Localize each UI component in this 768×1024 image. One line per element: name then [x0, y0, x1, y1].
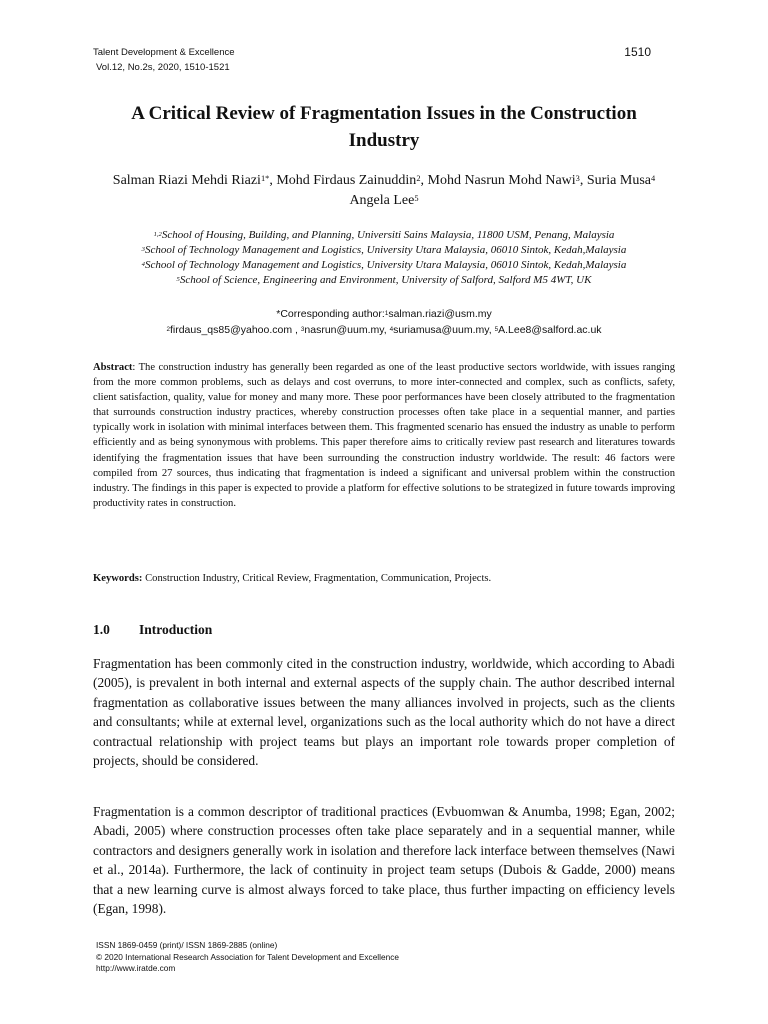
email-address[interactable]: nasrun@uum.my	[304, 324, 384, 336]
author-sup: 5	[414, 194, 419, 204]
author-sup: 2	[416, 174, 421, 184]
affiliation-line	[96, 258, 672, 273]
affiliation-text: School of Technology Management and Logistics, University Utara Malaysia, 06010 Sintok, Kedah,Malaysia	[144, 259, 627, 271]
section-title: Introduction	[139, 622, 213, 637]
corresponding-author-email[interactable]: salman.riazi@usm.my	[388, 308, 492, 320]
email-address[interactable]: suriamusa@uum.my	[393, 324, 489, 336]
author-sup: 4	[651, 174, 656, 184]
affiliation-line	[96, 273, 672, 288]
email-sup: 5	[494, 325, 499, 333]
affiliation-line	[96, 243, 672, 258]
affiliation-text: School of Science, Engineering and Environment, University of Salford, Salford M5 4WT, UK	[179, 274, 592, 286]
page-number: 1510	[624, 45, 651, 59]
abstract	[93, 360, 675, 511]
body-paragraph-2: Fragmentation is a common descriptor of traditional practices (Evbuomwan & Anumba, 1998; Egan, 2002; Abadi, 2005) where construction processes often take place separately and in a sequential manner, while contractors and designers generally work in isolation and therefore lack interface between themselves (Nawi et al., 2014a). Furthermore, the lack of continuity in project team setups (Dubois & Gadde, 2000) means that a new learning curve is almost always forced to take place, thus further impacting on efficiency levels (Egan, 1998).	[93, 804, 675, 917]
journal-name: Talent Development & Excellence	[93, 47, 235, 58]
author-name: Angela Lee	[349, 193, 415, 208]
affiliation-list	[96, 228, 672, 288]
affiliation-text: School of Technology Management and Logistics, University Utara Malaysia, 06010 Sintok, Kedah,Malaysia	[144, 244, 627, 256]
paper-title: A Critical Review of Fragmentation Issues in the Construction Industry	[131, 103, 637, 151]
author-separator: ,	[420, 173, 428, 188]
footer-url[interactable]: http://www.iratde.com	[96, 963, 176, 974]
email-sup: 2	[166, 325, 170, 333]
author-name: Salman Riazi Mehdi Riazi	[112, 173, 261, 188]
email-separator: ,	[292, 324, 301, 336]
journal-volume: Vol.12, No.2s, 2020, 1510-1521	[96, 62, 230, 73]
abstract-text: : The construction industry has generally been regarded as one of the least productive sectors worldwide, with issues ranging from the more common problems, such as delays and cost overruns, to more inter-connected and complex, such as conflicts, safety, client satisfaction, quality, value for money and many more. These poor performances have been closely attributed to the fragmentation that surrounds construction industry practices, whereby construction processes often take place in a sequential manner, and parties typically work in isolation with minimal interfaces between them. This fragmented scenario has ensued the industry as unable to perform efficiently and as being synonymous with problems. This paper therefore aims to critically review past research and literatures towards identifying the fragmentation issues that have been surrounding the construction industry worldwide. The result: 46 factors were compiled from 27 sources, thus indicating that fragmentation is indeed a significant and universal problem within the construction industry. The findings in this paper is expected to provide a platform for effective solutions to be strategized in future towards improving productivity rates in construction.	[93, 362, 675, 509]
affiliation-sup: 5	[176, 275, 180, 283]
author-name: Mohd Nasrun Mohd Nawi	[427, 173, 576, 188]
author-sup: 1*	[260, 174, 270, 184]
footer-copyright: © 2020 International Research Association for Talent Development and Excellence	[96, 951, 399, 962]
author-name: Mohd Firdaus Zainuddin	[276, 173, 417, 188]
email-address[interactable]: firdaus_qs85@yahoo.com	[169, 324, 293, 336]
email-separator: ,	[488, 324, 495, 336]
page-footer	[96, 940, 399, 975]
affiliation-text: School of Housing, Building, and Planning, Universiti Sains Malaysia, 11800 USM, Penang, Malaysia	[161, 229, 615, 241]
keywords-text: Construction Industry, Critical Review, Fragmentation, Communication, Projects.	[142, 573, 492, 584]
keywords	[93, 571, 675, 586]
email-sup: 4	[389, 325, 394, 333]
keywords-label: Keywords:	[93, 573, 143, 584]
author-list	[96, 171, 672, 211]
author-separator: ,	[579, 173, 587, 188]
corresponding-author-line	[96, 306, 672, 322]
affiliation-sup: 3	[141, 245, 145, 253]
email-sup: 3	[300, 325, 305, 333]
email-separator: ,	[383, 324, 390, 336]
corresponding-author-block	[96, 306, 672, 338]
corresponding-author-sup: 1	[384, 309, 389, 317]
other-emails-line	[96, 322, 672, 338]
author-separator: ,	[269, 173, 277, 188]
email-address[interactable]: A.Lee8@salford.ac.uk	[498, 324, 602, 336]
author-sup: 3	[575, 174, 580, 184]
author-name: Suria Musa	[586, 173, 652, 188]
abstract-label: Abstract	[93, 362, 133, 373]
footer-issn: ISSN 1869-0459 (print)/ ISSN 1869-2885 (online)	[96, 940, 278, 950]
corresponding-author-label: *Corresponding author:	[276, 308, 385, 320]
body-paragraph-1: Fragmentation has been commonly cited in the construction industry, worldwide, which according to Abadi (2005), is prevalent in both internal and external aspects of the supply chain. The author described internal fragmentation as collaborative issues between the many alliances involved in projects, such as the clients and consultants; while at external level, organizations such as the local authority which do not have a direct contractual relationship with project teams but plays an important role towards proper completion of projects, should be considered.	[93, 656, 675, 769]
affiliation-line	[96, 228, 672, 243]
section-heading	[93, 621, 212, 639]
affiliation-sup: 1,2	[153, 230, 162, 238]
affiliation-sup: 4	[141, 260, 145, 268]
section-number: 1.0	[93, 622, 110, 637]
